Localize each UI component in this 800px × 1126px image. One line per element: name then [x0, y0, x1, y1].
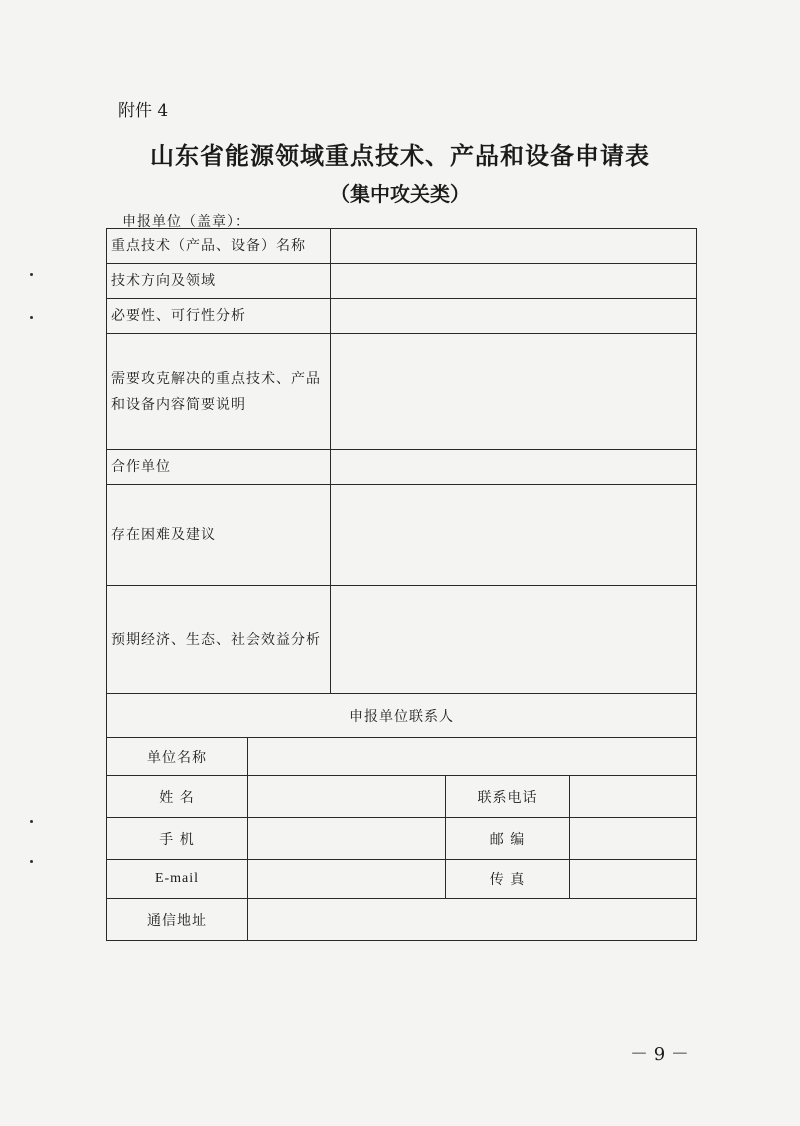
- row-label-key-content: 需要攻克解决的重点技术、产品和设备内容简要说明: [107, 334, 331, 450]
- contact-section-header-row: [107, 694, 697, 738]
- scan-speck: [30, 820, 33, 823]
- form-row: [107, 299, 697, 334]
- postcode-label: 邮 编: [446, 818, 570, 860]
- form-row: [107, 450, 697, 485]
- email-label: E-mail: [107, 860, 248, 899]
- address-field[interactable]: [248, 899, 697, 941]
- difficulties-field[interactable]: [331, 485, 697, 586]
- scan-speck: [30, 316, 33, 319]
- row-label-benefits: 预期经济、生态、社会效益分析: [107, 586, 331, 694]
- row-label-difficulties: 存在困难及建议: [107, 485, 331, 586]
- mobile-label: 手 机: [107, 818, 248, 860]
- form-row: [107, 818, 697, 860]
- form-title: 山东省能源领域重点技术、产品和设备申请表: [150, 141, 650, 170]
- form-row: [107, 264, 697, 299]
- phone-field[interactable]: [570, 776, 697, 818]
- name-label: 姓 名: [107, 776, 248, 818]
- row-label-partner: 合作单位: [107, 450, 331, 485]
- partner-field[interactable]: [331, 450, 697, 485]
- key-content-field[interactable]: [331, 334, 697, 450]
- row-label-feasibility: 必要性、可行性分析: [107, 299, 331, 334]
- scan-speck: [30, 860, 33, 863]
- page-number: － 9 －: [630, 1044, 689, 1065]
- tech-name-field[interactable]: [331, 229, 697, 264]
- form-row: [107, 334, 697, 450]
- attachment-label: 附件 4: [118, 101, 169, 121]
- postcode-field[interactable]: [570, 818, 697, 860]
- form-row: [107, 860, 697, 899]
- form-row: [107, 899, 697, 941]
- contact-section-title: 申报单位联系人: [107, 694, 697, 738]
- form-row: [107, 485, 697, 586]
- form-subtitle: （集中攻关类）: [330, 182, 470, 206]
- row-label-tech-name: 重点技术（产品、设备）名称: [107, 229, 331, 264]
- phone-label: 联系电话: [446, 776, 570, 818]
- form-row: [107, 586, 697, 694]
- form-row: [107, 738, 697, 776]
- row-label-direction: 技术方向及领域: [107, 264, 331, 299]
- fax-label: 传 真: [446, 860, 570, 899]
- form-row: [107, 229, 697, 264]
- form-row: [107, 776, 697, 818]
- fax-field[interactable]: [570, 860, 697, 899]
- address-label: 通信地址: [107, 899, 248, 941]
- benefits-field[interactable]: [331, 586, 697, 694]
- unit-name-field[interactable]: [248, 738, 697, 776]
- unit-name-label: 单位名称: [107, 738, 248, 776]
- feasibility-field[interactable]: [331, 299, 697, 334]
- email-field[interactable]: [248, 860, 446, 899]
- application-form-table: [106, 228, 697, 941]
- scan-speck: [30, 273, 33, 276]
- mobile-field[interactable]: [248, 818, 446, 860]
- applicant-seal-label: 申报单位（盖章）：: [122, 214, 250, 230]
- name-field[interactable]: [248, 776, 446, 818]
- direction-field[interactable]: [331, 264, 697, 299]
